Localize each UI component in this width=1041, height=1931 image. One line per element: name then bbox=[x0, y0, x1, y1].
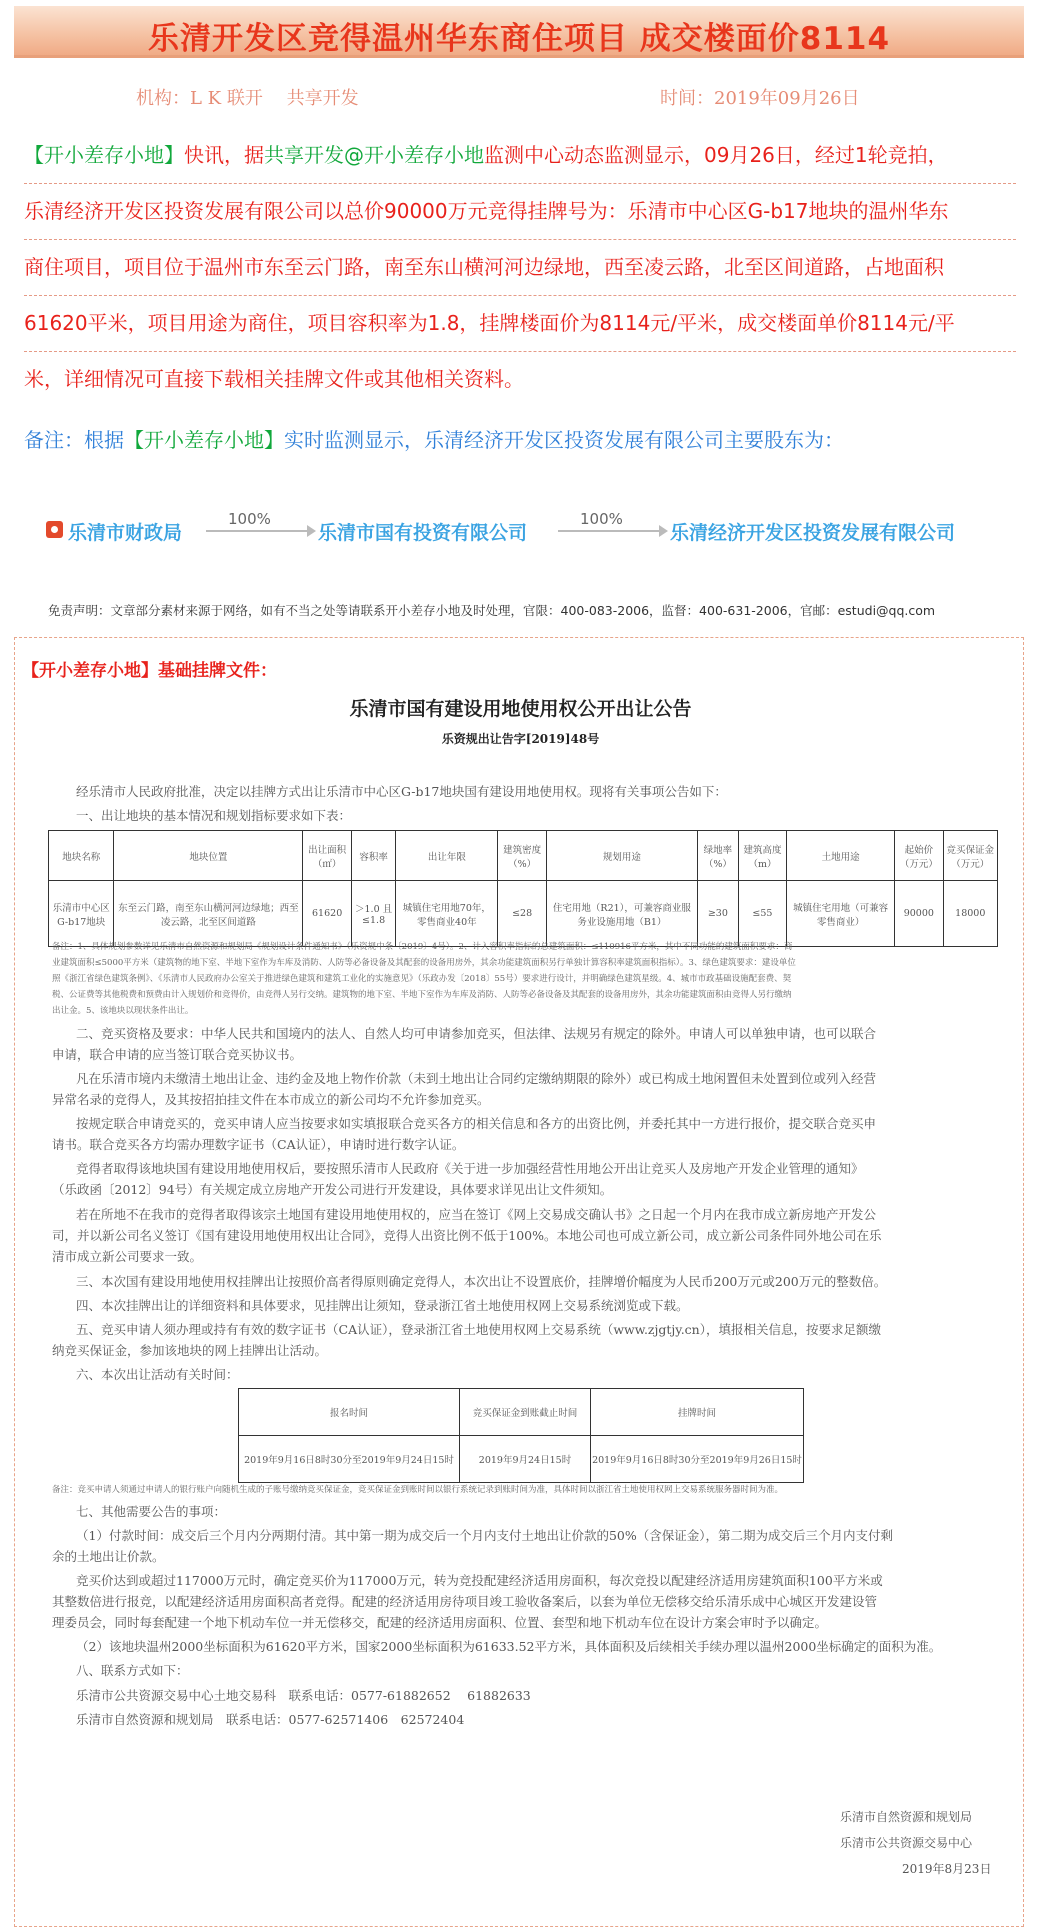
ownership-percent: 100% bbox=[228, 510, 271, 528]
table-cell: 2019年9月16日8时30分至2019年9月26日15时 bbox=[591, 1436, 804, 1483]
doc-paragraph: 申请，联合申请的应当签订联合竞买协议书。 bbox=[52, 1047, 303, 1062]
doc-paragraph: 七、其他需要公告的事项： bbox=[76, 1504, 227, 1519]
signature-issuer: 乐清市自然资源和规划局 bbox=[840, 1810, 973, 1824]
table-cell: 城镇住宅用地70年，零售商业40年 bbox=[396, 881, 498, 947]
table-header-cell: 地块位置 bbox=[114, 831, 303, 881]
doc-paragraph: 理委员会，同时每套配建一个地下机动车位一并无偿移交，配建的经济适用房面积、位置、套型和地下机动车位在设计方案会审时予以确定。 bbox=[52, 1615, 828, 1630]
owner-node-dev-zone-company[interactable]: 乐清经济开发区投资发展有限公司 bbox=[670, 522, 956, 544]
arrow-icon bbox=[558, 530, 666, 532]
doc-paragraph: 凡在乐清市境内未缴清土地出让金、违约金及地上物作价款（未到土地出让合同约定缴纳期限的除外）或已构成土地闲置但未处置到位或列入经营 bbox=[76, 1071, 877, 1086]
doc-paragraph: 若在所地不在我市的竞得者取得该宗土地国有建设用地使用权的，应当在签订《网上交易成交确认书》之日起一个月内在我市成立新房地产开发公 bbox=[76, 1207, 877, 1222]
doc-paragraph: 四、本次挂牌出让的详细资料和具体要求，见挂牌出让须知，登录浙江省土地使用权网上交易系统浏览或下载。 bbox=[76, 1298, 689, 1313]
table-header-cell: 规划用途 bbox=[546, 831, 697, 881]
doc-paragraph: 清市成立新公司要求一致。 bbox=[52, 1249, 203, 1264]
section-heading: 一、出让地块的基本情况和规划指标要求如下表： bbox=[76, 808, 352, 823]
doc-paragraph: （乐政函〔2012〕94号）有关规定成立房地产开发公司进行开发建设，具体要求详见出让文件须知。 bbox=[52, 1182, 613, 1197]
table-cell: 2019年9月24日15时 bbox=[460, 1436, 591, 1483]
note-text: 备注：根据 bbox=[24, 428, 124, 452]
table-cell: 90000 bbox=[895, 881, 944, 947]
table-footnote: 照《浙江省绿色建筑条例》、《乐清市人民政府办公室关于推进绿色建筑和建筑工业化的实施意见》（乐政办发〔2018〕55号）要求进行设计，并明确绿色建筑星级。4、城市市政基础设施配套费、契 bbox=[52, 974, 792, 984]
table-header-row bbox=[239, 1389, 804, 1436]
parcel-table bbox=[48, 830, 998, 947]
article-line-3: 商住项目，项目位于温州市东至云门路，南至东山横河河边绿地，西至凌云路，北至区间道路，占地面积 bbox=[24, 239, 1016, 296]
contact-line: 乐清市公共资源交易中心土地交易科 联系电话：0577-61882652 61882633 bbox=[76, 1688, 531, 1703]
contact-line: 乐清市自然资源和规划局 联系电话：0577-62571406 62572404 bbox=[76, 1712, 465, 1727]
article-text: 监测中心动态监测显示，09月26日，经过1轮竞拍， bbox=[484, 143, 948, 167]
brand-tag: 【开小差存小地】 bbox=[24, 143, 184, 167]
table-footnote: 备注：竞买申请人须通过申请人的银行账户向随机生成的子账号缴纳竞买保证金，竞买保证金到账时间以银行系统记录到账时间为准，具体时间以浙江省土地使用权网上交易系统服务器时间为准。 bbox=[52, 1485, 784, 1495]
table-cell: 18000 bbox=[943, 881, 997, 947]
signature-date: 2019年8月23日 bbox=[902, 1862, 992, 1876]
article-line-1 bbox=[24, 127, 1016, 184]
table-cell: ≥30 bbox=[698, 881, 739, 947]
article-line-5: 米，详细情况可直接下载相关挂牌文件或其他相关资料。 bbox=[24, 367, 524, 391]
table-cell: 东至云门路，南至东山横河河边绿地；西至凌云路，北至区间道路 bbox=[114, 881, 303, 947]
page-title: 乐清开发区竞得温州华东商住项目 成交楼面价8114 bbox=[147, 21, 891, 57]
org-label: 机构：L K 联开 共享开发 bbox=[136, 88, 359, 109]
owner-node-state-investment[interactable]: 乐清市国有投资有限公司 bbox=[318, 522, 528, 544]
article-text: 快讯，据 bbox=[184, 143, 264, 167]
table-header-cell: 地块名称 bbox=[49, 831, 114, 881]
table-header-cell: 竞买保证金（万元） bbox=[943, 831, 997, 881]
doc-paragraph: 余的土地出让价款。 bbox=[52, 1549, 165, 1564]
article-line-4: 61620平米，项目用途为商住，项目容积率为1.8，挂牌楼面价为8114元/平米，成交楼面单价8114元/平 bbox=[24, 295, 1016, 352]
doc-paragraph: 八、联系方式如下： bbox=[76, 1663, 189, 1678]
table-footnote: 备注：1、具体规划参数详见乐清市自然资源和规划局《规划设计条件通知书》（乐资规中条〔2019〕4号）。2、计入容积率指标的总建筑面积：≤110916平方米，其中不同功能的建筑面积要求：商 bbox=[52, 942, 793, 952]
table-cell: 2019年9月16日8时30分至2019年9月24日15时 bbox=[239, 1436, 460, 1483]
doc-paragraph: 司，并以新公司名义签订《国有建设用地使用权出让合同》，竞得人出资比例不低于100%。本地公司也可成立新公司，成立新公司条件同外地公司在乐 bbox=[52, 1228, 882, 1243]
table-row bbox=[239, 1436, 804, 1483]
document-intro: 经乐清市人民政府批准，决定以挂牌方式出让乐清市中心区G-b17地块国有建设用地使用权。现将有关事项公告如下： bbox=[76, 784, 727, 799]
table-header-cell: 容积率 bbox=[351, 831, 395, 881]
shareholder-note bbox=[24, 424, 844, 453]
disclaimer: 免责声明：文章部分素材来源于网络，如有不当之处等请联系开小差存小地及时处理，官限：400-083-2006，监督：400-631-2006，官邮：estudi@qq.com bbox=[48, 603, 936, 618]
date-label: 时间：2019年09月26日 bbox=[660, 88, 860, 109]
table-cell: 城镇住宅用地（可兼容零售商业） bbox=[787, 881, 895, 947]
brand-tag: 【开小差存小地】 bbox=[124, 428, 284, 452]
document-number: 乐资规出让告字[2019]48号 bbox=[441, 732, 600, 746]
table-header-cell: 报名时间 bbox=[239, 1389, 460, 1436]
doc-paragraph: （2）该地块温州2000坐标面积为61620平方米，国家2000坐标面积为61633.52平方米，具体面积及后续相关手续办理以温州2000坐标确定的面积为准。 bbox=[76, 1639, 942, 1654]
arrow-icon bbox=[206, 530, 314, 532]
signature-issuer: 乐清市公共资源交易中心 bbox=[840, 1836, 973, 1850]
doc-paragraph: 六、本次出让活动有关时间： bbox=[76, 1367, 239, 1382]
doc-paragraph: 五、竞买申请人须办理或持有有效的数字证书（CA认证），登录浙江省土地使用权网上交易系统（www.zjgtjy.cn），填报相关信息，按要求足额缴 bbox=[76, 1322, 881, 1337]
table-cell: 61620 bbox=[303, 881, 352, 947]
doc-paragraph: 三、本次国有建设用地使用权挂牌出让按照价高者得原则确定竞得人，本次出让不设置底价，挂牌增价幅度为人民币200万元或200万元的整数倍。 bbox=[76, 1274, 887, 1289]
ownership-percent: 100% bbox=[580, 510, 623, 528]
table-row bbox=[49, 881, 998, 947]
doc-paragraph: （1）付款时间：成交后三个月内分两期付清。其中第一期为成交后一个月内支付土地出让价款的50%（含保证金），第二期为成交后三个月内支付剩 bbox=[76, 1528, 893, 1543]
table-cell: ≤28 bbox=[498, 881, 546, 947]
doc-paragraph: 请书。联合竞买各方均需办理数字证书（CA认证），申请时进行数字认证。 bbox=[52, 1137, 465, 1152]
doc-paragraph: 竞买价达到或超过117000万元时，确定竞买价为117000万元，转为竞投配建经济适用房面积，每次竞投以配建经济适用房建筑面积100平方米或 bbox=[76, 1573, 883, 1588]
table-header-cell: 竞买保证金到账截止时间 bbox=[460, 1389, 591, 1436]
doc-paragraph: 纳竞买保证金，参加该地块的网上挂牌出让活动。 bbox=[52, 1343, 328, 1358]
government-icon bbox=[46, 521, 63, 538]
schedule-table bbox=[238, 1388, 804, 1483]
doc-paragraph: 异常名录的竞得人，及其按招拍挂文件在本市成立的新公司均不允许参加竞买。 bbox=[52, 1092, 490, 1107]
table-footnote: 业建筑面积≤5000平方米（建筑物的地下室、半地下室作为车库及消防、人防等必备设备及其配套的设备用房外，其余功能建筑面积另行单独计算容积率建筑面积指标）。3、绿色建筑要求：建设单位 bbox=[52, 958, 796, 968]
table-header-cell: 挂牌时间 bbox=[591, 1389, 804, 1436]
table-header-cell: 建筑高度（m） bbox=[738, 831, 786, 881]
owner-node-finance-bureau[interactable]: 乐清市财政局 bbox=[68, 522, 183, 544]
doc-paragraph: 二、竞买资格及要求：中华人民共和国境内的法人、自然人均可申请参加竞买，但法律、法规另有规定的除外。申请人可以单独申请，也可以联合 bbox=[76, 1026, 877, 1041]
table-header-cell: 出让面积（㎡） bbox=[303, 831, 352, 881]
brand-link[interactable]: 共享开发@开小差存小地 bbox=[264, 143, 484, 167]
table-footnote: 出让金。5、该地块以现状条件出让。 bbox=[52, 1006, 194, 1016]
table-header-cell: 起始价（万元） bbox=[895, 831, 944, 881]
section-label: 【开小差存小地】基础挂牌文件： bbox=[22, 661, 277, 681]
doc-paragraph: 按规定联合申请竞买的，竞买申请人应当按要求如实填报联合竞买各方的相关信息和各方的出资比例，并委托其中一方进行报价，提交联合竞买申 bbox=[76, 1116, 877, 1131]
table-header-row bbox=[49, 831, 998, 881]
note-text: 实时监测显示，乐清经济开发区投资发展有限公司主要股东为： bbox=[284, 428, 844, 452]
doc-paragraph: 竞得者取得该地块国有建设用地使用权后，要按照乐清市人民政府《关于进一步加强经营性用地公开出让竞买人及房地产开发企业管理的通知》 bbox=[76, 1161, 864, 1176]
table-footnote: 税、公证费等其他税费和预费由计入规划价和竞得价，由竞得人另行交纳。建筑物的地下室、半地下室作为车库及消防、人防等必备设备及其配套的设备用房外，其余功能建筑面积由竞得人另行缴纳 bbox=[52, 990, 792, 1000]
table-cell: 乐清市中心区G-b17地块 bbox=[49, 881, 114, 947]
table-header-cell: 土地用途 bbox=[787, 831, 895, 881]
table-cell: 住宅用地（R21），可兼容商业服务业设施用地（B1） bbox=[546, 881, 697, 947]
document-title: 乐清市国有建设用地使用权公开出让公告 bbox=[349, 698, 692, 720]
doc-paragraph: 其整数倍进行报竞，以配建经济适用房面积高者竞得。配建的经济适用房待项目竣工验收备案后，以套为单位无偿移交给乐清乐成中心城区开发建设管 bbox=[52, 1594, 878, 1609]
table-cell: ＞1.0 且 ≤1.8 bbox=[351, 881, 395, 947]
title-banner bbox=[14, 6, 1024, 58]
table-header-cell: 建筑密度（%） bbox=[498, 831, 546, 881]
table-header-cell: 出让年限 bbox=[396, 831, 498, 881]
article-line-2: 乐清经济开发区投资发展有限公司以总价90000万元竞得挂牌号为：乐清市中心区G-b17地块的温州华东 bbox=[24, 183, 1016, 240]
table-cell: ≤55 bbox=[738, 881, 786, 947]
table-header-cell: 绿地率（%） bbox=[698, 831, 739, 881]
